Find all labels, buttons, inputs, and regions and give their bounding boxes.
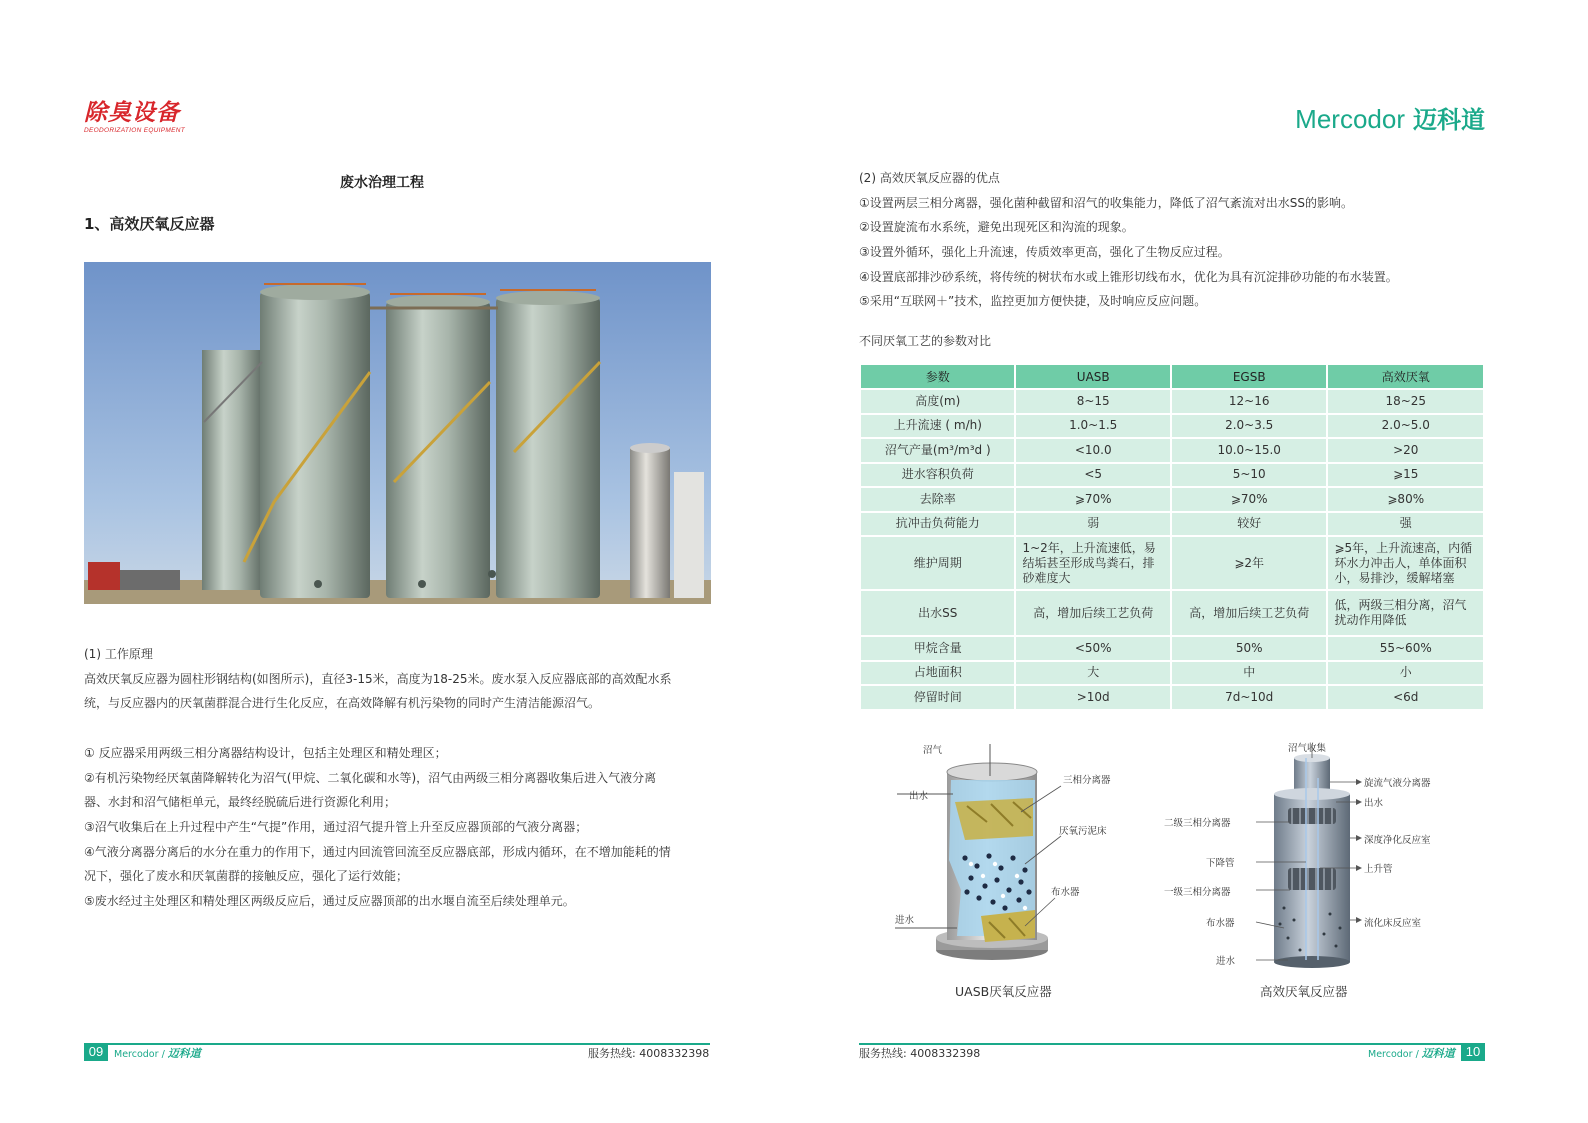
point-line-3: 器、水封和沼气储柜单元，最终经脱硫后进行资源化利用； xyxy=(84,795,397,809)
he-caption: 高效厌氧反应器 xyxy=(1260,984,1348,999)
comparison-table xyxy=(859,363,1485,711)
table-cell: 1~2年，上升流速低，易结垢甚至形成鸟粪石，排砂难度大 xyxy=(1015,536,1170,590)
table-row xyxy=(860,536,1484,590)
table-cell: 2.0~5.0 xyxy=(1327,414,1484,439)
table-cell: 出水SS xyxy=(860,590,1015,636)
table-row xyxy=(860,389,1484,414)
point-line-4: ③沼气收集后在上升过程中产生“气提”作用，通过沼气提升管上升至反应器顶部的气液分离器； xyxy=(84,820,588,834)
he-label-first-separator: 一级三相分离器 xyxy=(1164,887,1231,898)
table-cell: ⩾70% xyxy=(1171,487,1328,512)
table-cell: 55~60% xyxy=(1327,636,1484,661)
section-title: 1、高效厌氧反应器 xyxy=(84,215,215,233)
table-header-cell: EGSB xyxy=(1171,364,1328,389)
table-header-cell: 高效厌氧 xyxy=(1327,364,1484,389)
point-line-6: 况下，强化了废水和厌氧菌群的接触反应，强化了运行效能； xyxy=(84,869,409,883)
footer-brand-cn: 迈科道 xyxy=(1421,1047,1455,1060)
table-cell: 中 xyxy=(1171,661,1328,686)
hotline-left: 服务热线: 4008332398 xyxy=(588,1047,710,1060)
footer-brand-cn: 迈科道 xyxy=(167,1047,201,1060)
high-efficiency-reactor-drawing xyxy=(1160,738,1460,974)
brand-en: Mercodor xyxy=(1295,104,1405,134)
he-label-distributor: 布水器 xyxy=(1206,918,1235,929)
advantages-heading: (2) 高效厌氧反应器的优点 xyxy=(859,171,1000,185)
advantage-3: ③设置外循环，强化上升流速，传质效率更高，强化了生物反应过程。 xyxy=(859,245,1230,259)
he-label-fluid-room: 流化床反应室 xyxy=(1364,918,1422,929)
advantage-2: ②设置旋流布水系统，避免出现死区和沟流的现象。 xyxy=(859,220,1134,234)
table-cell: 抗冲击负荷能力 xyxy=(860,512,1015,537)
table-cell: 去除率 xyxy=(860,487,1015,512)
table-cell: 大 xyxy=(1015,661,1170,686)
he-label-inlet: 进水 xyxy=(1216,956,1236,967)
page-title: 废水治理工程 xyxy=(340,175,424,191)
footer-brand-left xyxy=(114,1045,201,1061)
footer-brand-sep: / xyxy=(1415,1049,1419,1060)
uasb-label-inlet: 进水 xyxy=(895,915,915,926)
table-cell: ⩾5年，上升流速高，内循环水力冲击人，单体面积小，易排沙，缓解堵塞 xyxy=(1327,536,1484,590)
he-label-riser: 上升管 xyxy=(1364,864,1393,875)
table-title: 不同厌氧工艺的参数对比 xyxy=(859,334,992,348)
table-cell: 停留时间 xyxy=(860,685,1015,710)
table-cell: >20 xyxy=(1327,438,1484,463)
reactor-photo xyxy=(84,262,711,604)
page-number-left: 09 xyxy=(84,1043,108,1061)
principle-heading: (1) 工作原理 xyxy=(84,647,153,661)
table-cell: 高度(m) xyxy=(860,389,1015,414)
table-cell: 7d~10d xyxy=(1171,685,1328,710)
table-cell: 高，增加后续工艺负荷 xyxy=(1171,590,1328,636)
table-cell: ⩾80% xyxy=(1327,487,1484,512)
point-line-1: ① 反应器采用两级三相分离器结构设计，包括主处理区和精处理区； xyxy=(84,746,447,760)
brand-header xyxy=(1295,100,1485,135)
table-cell: 2.0~3.5 xyxy=(1171,414,1328,439)
table-cell: 维护周期 xyxy=(860,536,1015,590)
point-line-7: ⑤废水经过主处理区和精处理区两级反应后，通过反应器顶部的出水堰自流至后续处理单元。 xyxy=(84,894,575,908)
uasb-caption: UASB厌氧反应器 xyxy=(955,984,1052,999)
uasb-label-sludge-bed: 厌氧污泥床 xyxy=(1059,826,1107,837)
he-label-cyclone-separator: 旋流气液分离器 xyxy=(1364,778,1431,789)
footer-brand-sep: / xyxy=(161,1049,165,1060)
table-row xyxy=(860,636,1484,661)
table-cell: <50% xyxy=(1015,636,1170,661)
table-cell: 小 xyxy=(1327,661,1484,686)
table-row xyxy=(860,590,1484,636)
logo-en: DEODORIZATION EQUIPMENT xyxy=(84,127,186,134)
footer-brand-right xyxy=(1368,1045,1455,1061)
table-row xyxy=(860,438,1484,463)
table-cell: 进水容积负荷 xyxy=(860,463,1015,488)
table-row xyxy=(860,685,1484,710)
table-cell: <6d xyxy=(1327,685,1484,710)
principle-line-1: 高效厌氧反应器为圆柱形钢结构(如图所示)，直径3-15米，高度为18-25米。废水泵入反应器底部的高效配水系 xyxy=(84,672,672,686)
table-cell: >10d xyxy=(1015,685,1170,710)
table-cell: 占地面积 xyxy=(860,661,1015,686)
uasb-label-separator: 三相分离器 xyxy=(1063,775,1111,786)
table-cell: 50% xyxy=(1171,636,1328,661)
he-label-biogas-collect: 沼气收集 xyxy=(1288,743,1327,754)
table-cell: 较好 xyxy=(1171,512,1328,537)
table-row xyxy=(860,414,1484,439)
table-cell: ⩾2年 xyxy=(1171,536,1328,590)
advantage-4: ④设置底部排沙砂系统，将传统的树状布水或上锥形切线布水，优化为具有沉淀排砂功能的布水装置。 xyxy=(859,270,1398,284)
table-cell: 上升流速 ( m/h) xyxy=(860,414,1015,439)
footer-brand-en: Mercodor xyxy=(114,1049,159,1060)
table-cell: ⩾15 xyxy=(1327,463,1484,488)
uasb-label-distributor: 布水器 xyxy=(1051,887,1080,898)
table-cell: 沼气产量(m³/m³d ) xyxy=(860,438,1015,463)
logo-cn: 除臭设备 xyxy=(84,99,180,126)
reactor-photo-illustration xyxy=(84,262,711,604)
uasb-label-biogas: 沼气 xyxy=(923,745,943,756)
he-label-downcomer: 下降管 xyxy=(1206,858,1235,869)
table-header-row xyxy=(860,364,1484,389)
table-cell: 高，增加后续工艺负荷 xyxy=(1015,590,1170,636)
table-cell: 弱 xyxy=(1015,512,1170,537)
point-line-2: ②有机污染物经厌氧菌降解转化为沼气(甲烷、二氧化碳和水等)，沼气由两级三相分离器收集后进入气液分离 xyxy=(84,771,657,785)
table-cell: 强 xyxy=(1327,512,1484,537)
page-number-right: 10 xyxy=(1461,1043,1485,1061)
table-cell: 12~16 xyxy=(1171,389,1328,414)
table-cell: 1.0~1.5 xyxy=(1015,414,1170,439)
table-cell: 18~25 xyxy=(1327,389,1484,414)
table-row xyxy=(860,487,1484,512)
table-row xyxy=(860,463,1484,488)
table-row xyxy=(860,512,1484,537)
table-header-cell: UASB xyxy=(1015,364,1170,389)
table-cell: ⩾70% xyxy=(1015,487,1170,512)
point-line-5: ④气液分离器分离后的水分在重力的作用下，通过内回流管回流至反应器底部，形成内循环，在不增加能耗的情 xyxy=(84,845,671,859)
table-cell: <5 xyxy=(1015,463,1170,488)
table-cell: 10.0~15.0 xyxy=(1171,438,1328,463)
brand-cn: 迈科道 xyxy=(1413,106,1485,134)
high-efficiency-diagram xyxy=(1160,738,1460,974)
advantage-1: ①设置两层三相分离器，强化菌种截留和沼气的收集能力，降低了沼气紊流对出水SS的影响。 xyxy=(859,196,1353,210)
table-cell: 低，两级三相分离，沼气扰动作用降低 xyxy=(1327,590,1484,636)
table-cell: 8~15 xyxy=(1015,389,1170,414)
advantage-5: ⑤采用“互联网＋”技术，监控更加方便快捷，及时响应反应问题。 xyxy=(859,294,1207,308)
table-header-cell: 参数 xyxy=(860,364,1015,389)
uasb-label-outlet: 出水 xyxy=(909,791,929,802)
uasb-diagram xyxy=(895,740,1145,980)
hotline-right: 服务热线: 4008332398 xyxy=(859,1047,981,1060)
he-label-deep-room: 深度净化反应室 xyxy=(1364,835,1431,846)
table-cell: <10.0 xyxy=(1015,438,1170,463)
principle-line-2: 统，与反应器内的厌氧菌群混合进行生化反应，在高效降解有机污染物的同时产生清洁能源沼气。 xyxy=(84,696,601,710)
he-label-second-separator: 二级三相分离器 xyxy=(1164,818,1231,829)
table-cell: 甲烷含量 xyxy=(860,636,1015,661)
logo xyxy=(84,100,204,134)
table-cell: 5~10 xyxy=(1171,463,1328,488)
table-row xyxy=(860,661,1484,686)
footer-brand-en: Mercodor xyxy=(1368,1049,1413,1060)
he-label-outlet: 出水 xyxy=(1364,798,1384,809)
